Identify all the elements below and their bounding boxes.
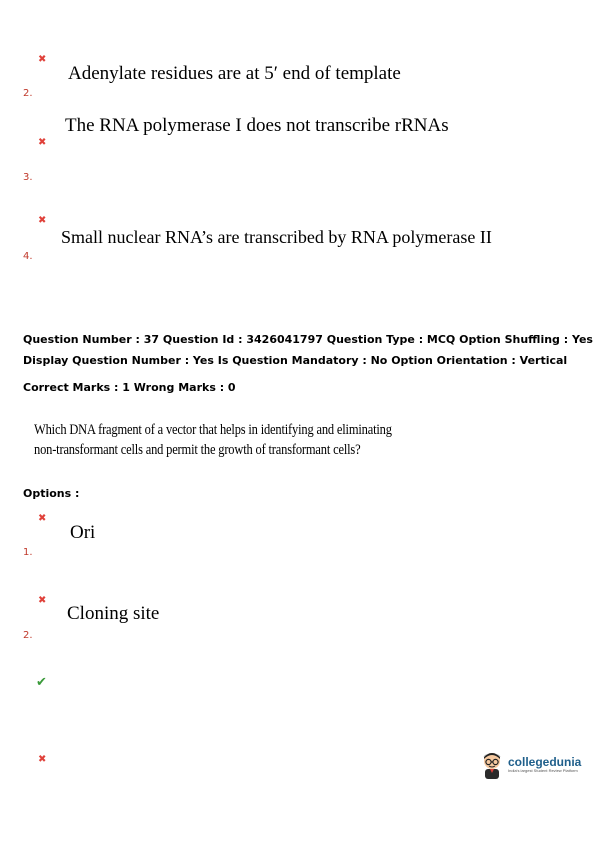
- question-text-line1: Which DNA fragment of a vector that helps in identifying and eliminating: [34, 422, 392, 438]
- prev-option-3-number: 3.: [23, 172, 33, 183]
- option-2-number: 2.: [23, 630, 33, 641]
- prev-option-1-text: Adenylate residues are at 5′ end of template: [68, 63, 401, 84]
- question-meta-line3: Correct Marks : 1 Wrong Marks : 0: [23, 381, 236, 394]
- options-label: Options :: [23, 487, 80, 500]
- prev-option-4-number: 4.: [23, 251, 33, 262]
- check-icon: ✔: [36, 675, 47, 690]
- logo-title: collegedunia: [508, 754, 582, 769]
- prev-option-2-number: 2.: [23, 88, 33, 99]
- logo-tagline: India's largest Student Review Platform: [508, 767, 578, 773]
- collegedunia-logo: [479, 748, 581, 780]
- cross-icon: ✖: [38, 754, 47, 765]
- question-meta-line2: Display Question Number : Yes Is Question Mandatory : No Option Orientation : Vertical: [23, 354, 568, 367]
- prev-option-4-text: Small nuclear RNA’s are transcribed by RNA polymerase II: [61, 227, 492, 247]
- cross-icon: ✖: [38, 513, 47, 524]
- prev-option-2-text: The RNA polymerase I does not transcribe rRNAs: [65, 115, 449, 136]
- cross-icon: ✖: [38, 595, 47, 606]
- cross-icon: ✖: [38, 215, 47, 226]
- question-text-line2: non-transformant cells and permit the growth of transformant cells?: [34, 442, 361, 458]
- student-mascot-icon: [479, 748, 505, 780]
- option-1-number: 1.: [23, 547, 33, 558]
- cross-icon: ✖: [38, 137, 47, 148]
- option-2-text: Cloning site: [67, 603, 160, 624]
- cross-icon: ✖: [38, 54, 47, 65]
- option-1-text: Ori: [70, 522, 96, 543]
- question-meta-line1: Question Number : 37 Question Id : 3426041797 Question Type : MCQ Option Shuffling : Yes: [23, 333, 593, 346]
